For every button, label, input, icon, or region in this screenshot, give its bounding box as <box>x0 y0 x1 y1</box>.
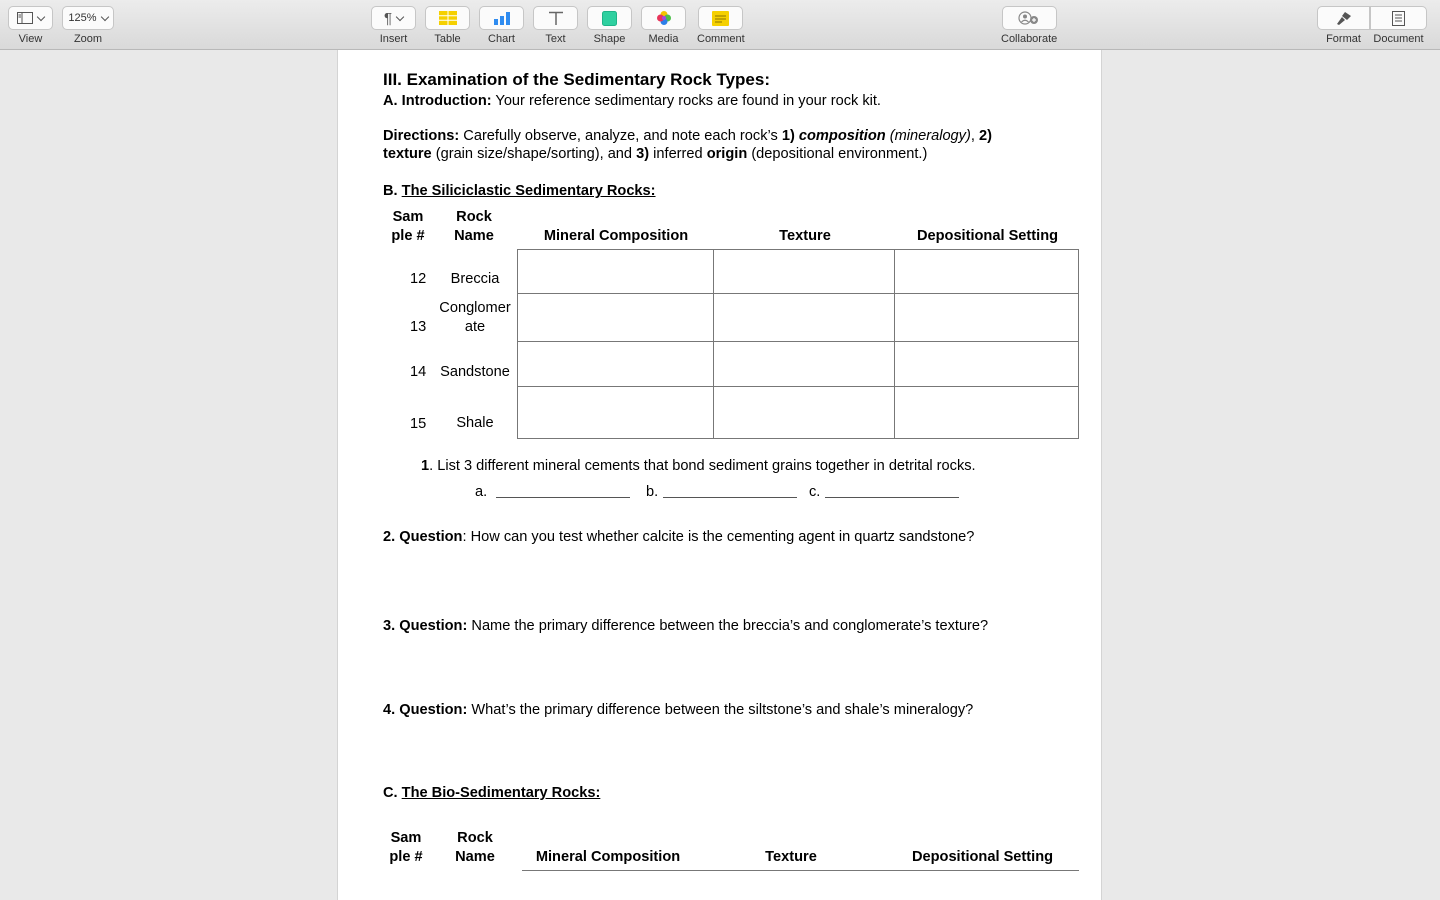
text-group[interactable] <box>533 6 578 45</box>
zoom-select[interactable] <box>62 6 114 30</box>
document-button[interactable] <box>1370 6 1427 30</box>
table-cell[interactable] <box>518 387 714 439</box>
document-label: Document <box>1373 33 1424 45</box>
question-1 <box>421 457 976 475</box>
question-3 <box>383 617 988 635</box>
comment-icon <box>712 11 729 26</box>
question-4-text: What’s the primary difference between the siltstone’s and shale’s mineralogy? <box>471 702 974 718</box>
chart-label: Chart <box>488 33 515 45</box>
table-label: Table <box>434 33 461 45</box>
photos-icon <box>656 10 672 26</box>
table-cell[interactable] <box>713 294 895 342</box>
section-b-prefix: B. <box>383 183 398 199</box>
siliciclastic-table <box>517 249 1079 439</box>
table-button[interactable] <box>425 6 470 30</box>
directions-text-3: inferred <box>653 146 703 162</box>
directions-text-4: (depositional environment.) <box>751 146 928 162</box>
question-1-text: . List 3 different mineral cements that bond sediment grains together in detrital rocks. <box>429 458 976 474</box>
header-c-sample-line-1: Sam <box>390 830 422 846</box>
question-4 <box>383 701 973 719</box>
table-cell[interactable] <box>895 294 1079 342</box>
header-texture: Texture <box>779 228 831 244</box>
directions-num-3: 3) <box>636 146 650 162</box>
question-3-number: 3. <box>383 618 396 634</box>
question-2-label: Question <box>399 529 463 545</box>
directions-num-1: 1) <box>781 128 795 144</box>
comment-button[interactable] <box>698 6 743 30</box>
header-c-texture: Texture <box>765 849 817 865</box>
text-icon <box>548 11 564 26</box>
table-cell[interactable] <box>518 294 714 342</box>
table-cell[interactable] <box>895 342 1079 387</box>
zoom-group[interactable] <box>62 6 114 45</box>
shape-group[interactable] <box>587 6 632 45</box>
header-c-rock-name <box>445 829 505 866</box>
chevron-down-icon <box>37 12 45 20</box>
row-12-number: 12 <box>410 271 427 287</box>
header-c-sample-line-2: ple # <box>389 849 423 865</box>
zoom-value: 125% <box>68 12 97 24</box>
table-group[interactable] <box>425 6 470 45</box>
intro-paragraph <box>383 92 881 110</box>
table-row <box>518 387 1079 439</box>
question-3-text: Name the primary difference between the breccia’s and conglomerate’s texture? <box>471 618 989 634</box>
row-13-number: 13 <box>410 319 427 335</box>
document-group[interactable] <box>1370 6 1427 45</box>
zoom-label: Zoom <box>73 33 103 45</box>
answer-c-label: c. <box>809 484 821 500</box>
directions-text-1: Carefully observe, analyze, and note each rock’s <box>463 128 778 144</box>
header-rock-line-1: Rock <box>456 209 492 225</box>
directions-composition: composition <box>798 128 886 144</box>
paintbrush-icon <box>1336 11 1352 26</box>
text-label: Text <box>545 33 566 45</box>
text-button[interactable] <box>533 6 578 30</box>
intro-text: Your reference sedimentary rocks are found in your rock kit. <box>495 93 881 109</box>
media-label: Media <box>648 33 679 45</box>
question-1-number: 1 <box>421 458 430 474</box>
table-cell[interactable] <box>713 342 895 387</box>
question-4-number: 4. <box>383 702 396 718</box>
header-c-rock-line-2: Name <box>455 849 495 865</box>
shape-label: Shape <box>593 33 626 45</box>
document-icon <box>1392 11 1405 26</box>
page-title: III. Examination of the Sedimentary Rock Types: <box>383 70 770 89</box>
question-3-label: Question: <box>399 618 468 634</box>
format-label: Format <box>1326 33 1361 45</box>
header-c-sample <box>386 829 426 866</box>
chart-group[interactable] <box>479 6 524 45</box>
shape-icon <box>602 11 617 26</box>
chevron-down-icon <box>100 12 108 20</box>
row-12-name: Breccia <box>450 271 500 287</box>
table-row <box>518 250 1079 294</box>
header-sample-line-2: ple # <box>391 228 425 244</box>
answer-a-label: a. <box>475 484 488 500</box>
table-cell[interactable] <box>518 250 714 294</box>
question-2-text: : How can you test whether calcite is the cementing agent in quartz sandstone? <box>462 529 975 545</box>
directions-line-1 <box>383 127 992 145</box>
header-depositional-setting: Depositional Setting <box>916 228 1059 244</box>
header-c-mineral-composition: Mineral Composition <box>535 849 681 865</box>
collaborate-label: Collaborate <box>1001 33 1058 45</box>
row-14-number: 14 <box>410 364 427 380</box>
row-14-name: Sandstone <box>440 364 510 380</box>
comment-group[interactable] <box>697 6 745 45</box>
toolbar <box>0 0 1440 50</box>
format-group[interactable] <box>1317 6 1370 45</box>
answer-b-blank[interactable] <box>663 497 797 498</box>
answer-c-blank[interactable] <box>825 497 959 498</box>
directions-origin: origin <box>706 146 748 162</box>
question-2 <box>383 528 974 546</box>
table-cell[interactable] <box>895 387 1079 439</box>
table-cell[interactable] <box>713 387 895 439</box>
collaborate-icon <box>1018 11 1040 25</box>
insert-label: Insert <box>379 33 408 45</box>
format-button[interactable] <box>1317 6 1370 30</box>
directions-mineralogy: (mineralogy) <box>889 128 971 144</box>
comment-label: Comment <box>697 33 745 45</box>
header-mineral-composition: Mineral Composition <box>543 228 689 244</box>
table-icon <box>439 11 457 25</box>
shape-button[interactable] <box>587 6 632 30</box>
table-cell[interactable] <box>518 342 714 387</box>
question-4-label: Question: <box>399 702 468 718</box>
section-c-title: The Bio-Sedimentary Rocks: <box>401 785 601 801</box>
header-sample-line-1: Sam <box>392 209 424 225</box>
header-rock-name <box>444 208 504 245</box>
directions-text-2: (grain size/shape/sorting), and <box>435 146 633 162</box>
insert-button[interactable] <box>371 6 416 30</box>
chart-button[interactable] <box>479 6 524 30</box>
paragraph-icon: ¶ <box>383 9 393 27</box>
directions-line-2 <box>383 145 927 163</box>
header-rock-line-2: Name <box>454 228 494 244</box>
collaborate-button[interactable] <box>1002 6 1057 30</box>
row-13-name-line-1: Conglomer <box>439 300 511 316</box>
collaborate-group[interactable] <box>1001 6 1057 45</box>
question-2-number: 2. <box>383 529 396 545</box>
view-group[interactable] <box>8 6 53 45</box>
row-13-name <box>438 299 512 336</box>
section-b-heading <box>383 182 656 200</box>
row-13-name-line-2: ate <box>464 319 486 335</box>
row-15-name: Shale <box>456 415 494 431</box>
directions-label: Directions: <box>383 128 460 144</box>
table-row <box>518 294 1079 342</box>
document-page[interactable] <box>337 50 1102 900</box>
row-15-number: 15 <box>410 416 427 432</box>
section-b-title: The Siliciclastic Sedimentary Rocks: <box>401 183 656 199</box>
view-label: View <box>18 33 43 45</box>
header-c-depositional-setting: Depositional Setting <box>911 849 1054 865</box>
section-c-heading <box>383 784 600 802</box>
chart-icon <box>493 11 511 25</box>
view-button[interactable] <box>8 6 53 30</box>
header-c-rock-line-1: Rock <box>457 830 493 846</box>
answer-a-blank[interactable] <box>496 497 630 498</box>
answer-b-label: b. <box>646 484 659 500</box>
table-cell[interactable] <box>895 250 1079 294</box>
media-button[interactable] <box>641 6 686 30</box>
directions-num-2: 2) <box>978 128 992 144</box>
table-cell[interactable] <box>713 250 895 294</box>
media-group[interactable] <box>641 6 686 45</box>
directions-texture: texture <box>383 146 432 162</box>
table-row <box>518 342 1079 387</box>
header-sample <box>388 208 428 245</box>
insert-group[interactable] <box>371 6 416 45</box>
chevron-down-icon <box>396 12 404 20</box>
section-c-prefix: C. <box>383 785 398 801</box>
intro-label: A. Introduction: <box>383 93 492 109</box>
directions-comma: , <box>970 128 975 144</box>
bio-table-top-border <box>522 870 1079 871</box>
sidebar-icon <box>17 12 33 24</box>
